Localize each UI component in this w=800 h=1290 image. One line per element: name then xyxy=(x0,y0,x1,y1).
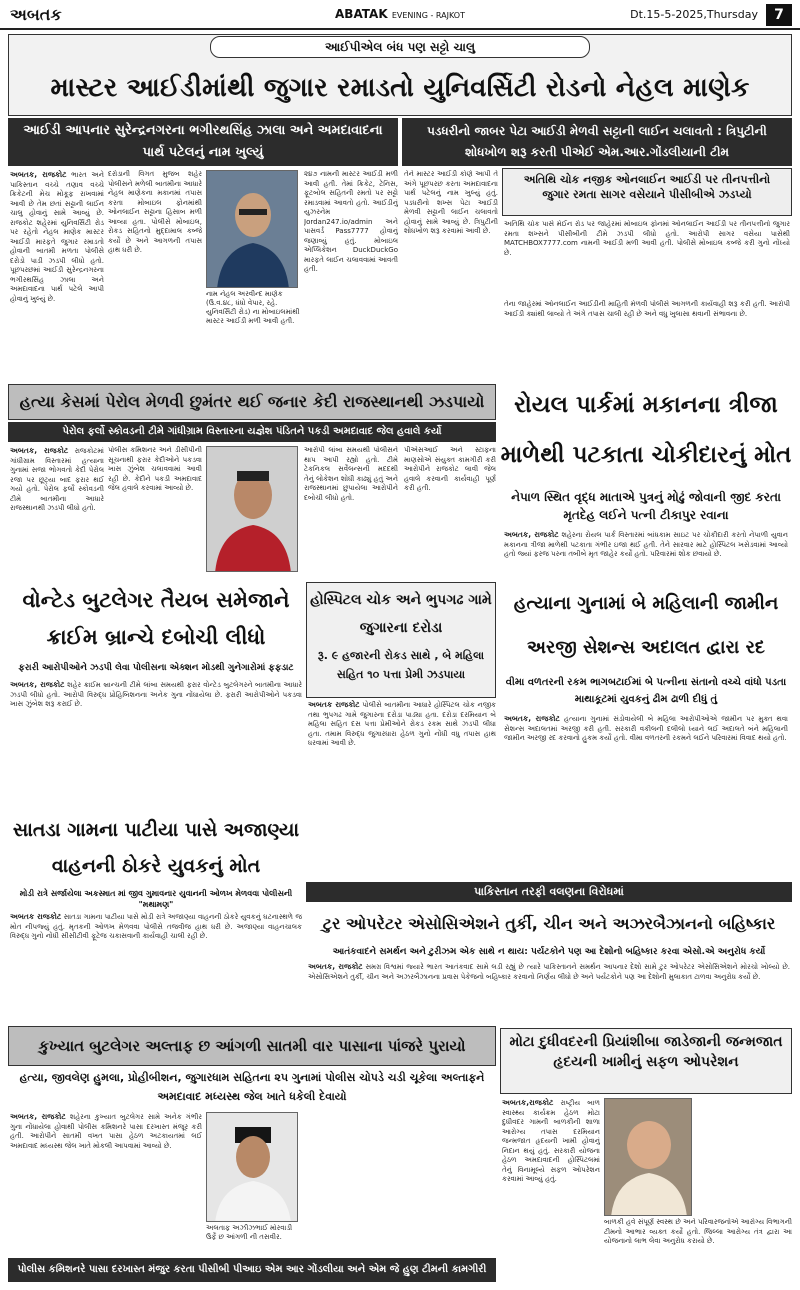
page-number: 7 xyxy=(766,4,792,26)
story2-body: અતિથિ ચોક પાસે મેઈન રોડ પર જાહેરમાં મોબાઇલ ફોનમાં ઓનલાઈન આઈડી પર તીનપત્તીનો જુગાર રમતા શખ્સને પીસીબીની ટીમે ઝડપી લીધો હતો. આરોપી સાગર વસેયા પાસેથી MATCHBOX7777.com નામની આઈડી મળી આવી હતી. પોલીસે મોબાઇલ કબ્જે કરી ગુનો નોંધ્યો છે. xyxy=(504,220,790,257)
person-photo-icon xyxy=(207,1113,298,1222)
story11-body-2: બાળકી હવે સંપૂર્ણ સ્વસ્થ છે અને પરિવારજનોએ આરોગ્ય વિભાગની ટીમનો આભાર વ્યક્ત કર્યો હતો. જિલ્લા આરોગ્ય તંત્ર દ્વારા આ યોજનાનો લાભ લેવા અનુરોધ કરાયો છે. xyxy=(604,1218,792,1245)
story3-byline: અબતક, રાજકોટ xyxy=(10,446,69,455)
story8-body-text: સાતડા ગામના પાટીયા પાસે મોડી રાત્રે અજાણ્યા વાહનની ઠોકરે યુવકનું ઘટનાસ્થળે જ મોત નીપજ્યું હતું. મૃતકની ઓળખ મેળવવા પોલીસે તજવીજ હાથ ધરી છે. અજાણ્યા વાહનચાલક વિરુદ્ધ ગુનો નોંધી સીસીટીવી ફૂટેજ ચકાસવાની કાર્યવાહી ચાલી રહી છે. xyxy=(10,913,302,940)
issue-date: Dt.15-5-2025,Thursday xyxy=(630,8,758,21)
masthead xyxy=(0,0,800,30)
story2-headline: અતિથિ ચોક નજીક ઓનલાઈન આઈડી પર તીનપત્તીનો જુગાર રમતા સાગર વસેયાને પીસીબીએ ઝડપ્યો xyxy=(502,168,792,216)
masthead-name: ABATAK xyxy=(335,7,388,21)
story3-prisoner-photo xyxy=(206,446,298,572)
story7-headline: હત્યાના ગુનામાં બે મહિલાની જામીન અરજી સેશન્સ અદાલત દ્વારા રદ xyxy=(513,593,779,658)
story11-column-1 xyxy=(502,1098,600,1282)
story3-body-1: રાજકોટમાં ગાંધીગ્રામ વિસ્તારમાં હત્યાના ગુનામાં સજા ભોગવતો કેદી પેરોલ રજા પર છૂટ્યા બાદ ફરાર થઈ ગયો હતો. પેરોલ ફર્લો સ્કોવડની ટીમે બાતમીના આધારે રાજસ્થાનથી ઝડપી લીધો હતો. xyxy=(10,447,104,512)
story9-kicker: પાકિસ્તાન તરફી વલણના વિરોધમાં xyxy=(306,882,792,902)
story9-headline: ટુર ઓપરેટર એસોસિએશને તુર્કી, ચીન અને અઝરબૈઝાનનો બહિષ્કાર xyxy=(322,914,776,933)
story10-photo-caption: અલતાફ અઝીઝભાઈ મોરવાડી ઉર્ફે છ આંગળી ની તસવીર. xyxy=(206,1224,293,1241)
story7-subhead: વીમા વળતરની રકમ ભાગબટાઈમાં બે પત્નીના સંતાનો વચ્ચે વાંધો પડતા માથાકૂટમાં યુવકનું ઢીમ ઢાળી દીધું તું xyxy=(505,677,787,705)
story3-subhead: પેરોલ ફર્લો સ્કોવડની ટીમે ગાંધીગ્રામ વિસ્તારના યજ્ઞેશ પંડિતને પકડી અમદાવાદ જેલ હવાલે કર્યો xyxy=(8,422,496,442)
story1-accused-photo xyxy=(206,170,298,288)
story1-column-4: તેને માસ્ટર આઈડી કોણે આપી તે અંગે પૂછપરછ કરતા અમદાવાદના પાર્થ પટેલનું નામ ખુલ્યું હતું. પડધરીનો શખ્સ પેટા આઈડી મેળવી સટ્ટાની લાઈન ચલાવતો હોવાનું સામે આવ્યું છે. ત્રિપુટીની શોધખોળ શરૂ કરવામાં આવી છે. xyxy=(404,170,498,235)
person-photo-icon xyxy=(207,447,298,572)
story11-headline: મોટા દુધીવદરની પ્રિયાંશીબા જાડેજાની જન્મજાત હૃદયની ખામીનું સફળ ઓપરેશન xyxy=(500,1028,792,1094)
story10-subhead: હત્યા, જીવલેણ હુમલા, પ્રોહીબીશન, જુગારધામ સહિતના ૨૫ ગુનામાં પોલીસ ચોપડે ચડી ચૂકેલા અલ્તાફને અમદાવાદ મધ્યસ્થ જેલ ખાતે ધકેલી દેવાયો xyxy=(19,1071,485,1103)
story2-body-2: તેના જાહેરમાં ઓનલાઈન આઈડીની માહિતી મેળવી પોલીસે આગળની કાર્યવાહી શરૂ કરી હતી. આરોપી આઈડી ક્યાંથી લાવ્યો તે અંગે તપાસ ચાલી રહી છે અને વધુ ખુલાસા થવાની સંભાવના છે. xyxy=(504,300,790,318)
story10-byline: અબતક, રાજકોટ xyxy=(10,1112,66,1121)
story1-column-3: ૨૪૭ નામની માસ્ટર આઈડી મળી આવી હતી. તેમાં ક્રિકેટ, ટેનિસ, ફૂટબોલ સહિતની રમતો પર સટ્ટો રમાડવામાં આવતો હતો. આઈડીનું યુઝરનેમ Jordan247.io/admin અને પાસવર્ડ Pass7777 હોવાનું જણાવ્યું હતું. મોબાઇલ એપ્લિકેશન DuckDuckGo મારફતે લાઈન ચલાવવામાં આવતી હતી. xyxy=(304,170,398,273)
story1-headline: માસ્ટર આઈડીમાંથી જુગાર રમાડતો યુનિવર્સિટી રોડનો નેહલ માણેક xyxy=(50,73,750,103)
story10-headline: કુખ્યાત બુટલેગર અલ્તાફ છ આંગળી સાતમી વાર પાસાના પાંજરે પુરાયો xyxy=(8,1026,496,1066)
story10-accused-photo xyxy=(206,1112,298,1222)
story8-subhead: મોડી રાત્રે સર્જાયેલા અકસ્માત માં જીવ ગુમાવનાર યુવાનની ઓળખ મેળવવા પોલીસની "મથામણ" xyxy=(19,889,293,909)
story7-body-text: હત્યાના ગુનામાં સંડોવાયેલી બે મહિલા આરોપીઓએ જામીન પર મુક્ત થવા સેશન્સ અદાલતમાં અરજી કરી હતી. સરકારી વકીલની દલીલો ધ્યાને લઈ અદાલતે બંને મહિલાની જામીન અરજી રદ કરવાનો હુકમ કર્યો હતો. વીમા વળતરની રકમને લઈને પરિવારમાં વિવાદ થયો હતો. xyxy=(504,715,788,742)
story5-headline: વોન્ટેડ બુટલેગર તૈયબ સમેજાને ક્રાઈમ બ્રાન્ચે દબોચી લીધો xyxy=(22,588,290,649)
story7-body xyxy=(504,714,788,878)
story8-byline: અબતક રાજકોટ xyxy=(10,912,62,921)
story3-column-4: પીએસઆઈ અને સ્ટાફના માણસોએ સંયુક્ત કામગીરી કરી આરોપીને રાજકોટ લાવી જેલ હવાલે કરવાની કાર્યવાહી પૂર્ણ કરી હતી. xyxy=(404,446,496,492)
story9-body-text: સમગ્ર વિશ્વમાં જ્યારે ભારત આતંકવાદ સામે લડી રહ્યું છે ત્યારે પાકિસ્તાનને સમર્થન આપનાર દેશો સામે ટુર ઓપરેટર એસોસિએશને મોરચો ખોલ્યો છે. એસોસિએશને તુર્કી, ચીન અને અઝરબૈઝાનના પ્રવાસ પેકેજનો બહિષ્કાર કરવાનો નિર્ણય લીધો છે અને પર્યટકોને પણ આ દેશોની મુલાકાત ટાળવા અનુરોધ કર્યો છે. xyxy=(308,963,790,981)
story6-byline: અબતક રાજકોટ xyxy=(308,700,360,709)
story7-byline: અબતક, રાજકોટ xyxy=(504,714,560,723)
story3-column-1 xyxy=(10,446,104,578)
story3-column-3: આરોપી લાંબા સમયથી પોલીસને થાપ આપી રહ્યો હતો. ટીમે ટેકનિકલ સર્વેલન્સની મદદથી તેનું લોકેશન શોધી કાઢ્યું હતું અને રાજસ્થાનમાં છુપાયેલા આરોપીને દબોચી લીધો હતો. xyxy=(304,446,398,502)
story1-kicker: આઈપીએલ બંધ પણ સટ્ટો ચાલુ xyxy=(210,36,590,58)
story1-photo-caption: નામ નેહલ અરવીન્દ માણેક (ઉ.વ.૪૮, ધંધો વેપાર, રહે. યુનિવર્સિટી રોડ) ના મોબાઇલમાંથી માસ્ટર આઈડી મળી આવી હતી. xyxy=(206,290,300,325)
story5-byline: અબતક, રાજકોટ xyxy=(10,680,65,689)
person-photo-icon xyxy=(207,171,298,288)
story1-byline: અબતક, રાજકોટ xyxy=(10,170,67,179)
story11-byline: અબતક,રાજકોટ xyxy=(502,1098,554,1107)
story1-column-2: દરોડાની વિગત મુજબ શહેર પોલીસને મળેલી બાતમીના આધારે નેહલ માણેકના મકાનમાં તપાસ કરતા મોબાઇલ ફોનમાંથી ઓનલાઈન સટ્ટાના હિસાબ મળી આવ્યા હતા. પોલીસે મોબાઇલ, રોકડ સહિતનો મુદ્દામાલ કબ્જે કર્યો છે અને આગળની તપાસ હાથ ધરી છે. xyxy=(108,170,202,254)
story1-subhead-left: આઈડી આપનાર સુરેન્દ્રનગરના ભગીરથસિંહ ઝાલા અને અમદાવાદના પાર્થ પટેલનું નામ ખુલ્યું xyxy=(8,118,398,166)
story10-body xyxy=(10,1112,202,1254)
story6-body xyxy=(308,700,496,878)
child-photo-icon xyxy=(605,1099,692,1216)
story8-headline: સાતડા ગામના પાટીયા પાસે અજાણ્યા વાહનની ઠોકરે યુવકનું મોત xyxy=(12,819,300,877)
story6-headline: હોસ્પિટલ ચોક અને ભુપગઢ ગામે જુગારના દરોડા xyxy=(310,592,492,636)
story9-body xyxy=(308,962,790,1022)
newspaper-logo: અબતક xyxy=(10,5,62,24)
story1-body-1: ભારત અને પાકિસ્તાન વચ્ચે તણાવ વચ્ચે ક્રિકેટની મેચ મોકૂફ રાખવામાં આવી છે તેમ છતાં સટ્ટાની લાઈન ચાલુ હોવાનું સામે આવ્યું છે. રાજકોટ શહેરમાં યુનિવર્સિટી રોડ પર રહેતો નેહલ માણેક માસ્ટર આઈડી મારફતે જુગાર રમાડતો હોવાની બાતમી મળતા પોલીસે દરોડો પાડી ઝડપી લીધો હતો. પૂછપરછમાં આઈડી સુરેન્દ્રનગરના ભગીરથસિંહ ઝાલા અને અમદાવાદના પાર્થ પટેલે આપી હોવાનું ખુલ્યું છે. xyxy=(10,171,104,303)
story4-subhead: નેપાળ સ્થિત વૃદ્ધ માતાએ પુત્રનું મોઢું જોવાની જીદ કરતા મૃતદેહ લઈને પત્ની ટીકાપુર રવાના xyxy=(511,490,781,522)
story4-headline: રોયલ પાર્કમાં મકાનના ત્રીજા માળેથી પટકાતા ચોકીદારનું મોત xyxy=(500,392,792,468)
story10-footer-strip: પોલીસ કમિશનરે પાસા દરખાસ્ત મંજુર કરતા પીસીબી પીઆઇ એમ આર ગોંડલીયા અને એમ જે હુણ ટીમની કામગીરી xyxy=(8,1258,496,1282)
story5-subhead: ફરારી આરોપીઓને ઝડપી લેવા પોલીસના એક્શન મોડથી ગુનેગારોમાં ફફડાટ xyxy=(18,663,294,673)
story4-byline: અબતક, રાજકોટ xyxy=(504,530,559,539)
story4-body-text: શહેરના રોયલ પાર્ક વિસ્તારમાં બાંધકામ સાઇટ પર ચોકીદારી કરતો નેપાળી યુવાન મકાનના ત્રીજા માળેથી પટકાતા ગંભીર ઇજા થઈ હતી. તેને સારવાર માટે હોસ્પિટલ ખસેડવામાં આવ્યો હતો જ્યાં ફરજ પરના તબીબે મૃત જાહેર કર્યો હતો. પરિવારમાં શોક છવાયો છે. xyxy=(504,531,788,558)
story11-body-text: રાષ્ટ્રીય બાળ સ્વાસ્થ્ય કાર્યક્રમ હેઠળ મોટા દુધીવદર ગામની બાળકીની શાળા આરોગ્ય તપાસ દરમિયાન જન્મજાત હૃદયની ખામી હોવાનું નિદાન થયું હતું. સરકારી યોજના હેઠળ અમદાવાદની હોસ્પિટલમાં તેનું વિનામૂલ્યે સફળ ઓપરેશન કરવામાં આવ્યું હતું. xyxy=(502,1099,600,1183)
story9-subhead: આતંકવાદને સમર્થન અને ટુરીઝમ એક સાથે ન થાય: પર્યટકોને પણ આ દેશોનો બહિષ્કાર કરવા એસો.એ અનુરોધ કર્યો xyxy=(332,947,766,957)
story5-body xyxy=(10,680,302,808)
masthead-edition: EVENING - RAJKOT xyxy=(391,11,465,20)
story5-body-text: શહેર ક્રાઈમ બ્રાન્ચની ટીમે લાંબા સમયથી ફરાર વોન્ટેડ બુટલેગરને બાતમીના આધારે ઝડપી લીધો હતો. આરોપી વિરુદ્ધ પ્રોહિબિશનના અનેક ગુના નોંધાયેલા છે. ફરારી આરોપીઓને પકડવા ખાસ ઝુંબેશ શરૂ કરાઈ છે. xyxy=(10,681,302,708)
story1-column-1 xyxy=(10,170,104,380)
story6-subhead: રૂ. ૯ હજારની રોકડ સાથે , બે મહિલા સહિત ૧૦ પત્તા પ્રેમી ઝડપાયા xyxy=(317,649,485,681)
story9-byline: અબતક, રાજકોટ xyxy=(308,962,363,971)
story8-body xyxy=(10,912,302,1022)
story10-body-text: શહેરના કુખ્યાત બુટલેગર સામે અનેક ગંભીર ગુના નોંધાયેલા હોવાથી પોલીસ કમિશનરે પાસા દરખાસ્ત મંજૂર કરી હતી. આરોપીને સાતમી વખત પાસા હેઠળ અટકાયતમાં લઈ અમદાવાદ મધ્યસ્થ જેલ ખાતે મોકલી આપવામાં આવ્યો છે. xyxy=(10,1113,202,1150)
story1-subhead-right: પડધરીનો જાબર પેટા આઈડી મેળવી સટ્ટાની લાઈન ચલાવતો : ત્રિપુટીની શોધખોળ શરૂ કરતી પીએઈ એમ.આર.ગોંડલીયાની ટીમ xyxy=(402,118,792,166)
story11-child-photo xyxy=(604,1098,692,1216)
story4-body xyxy=(504,530,788,578)
story3-headline: હત્યા કેસમાં પેરોલ મેળવી છુમંતર થઈ જનાર કેદી રાજસ્થાનથી ઝડપાયો xyxy=(8,384,496,420)
story3-column-2: પોલીસ કમિશનર અને ડીસીપીની સૂચનાથી ફરાર કેદીઓને પકડવા ખાસ ઝુંબેશ ચલાવવામાં આવી રહી છે. કેદીને પકડી અમદાવાદ જેલ હવાલે કરવામાં આવ્યો છે. xyxy=(108,446,202,492)
story6-body-text: પોલીસે બાતમીના આધારે હોસ્પિટલ ચોક નજીક તથા ભુપગઢ ગામે જુગારના દરોડા પાડ્યા હતા. દરોડા દરમિયાન બે મહિલા સહિત દસ પત્તા પ્રેમીઓને રોકડ રકમ સાથે ઝડપી લીધા હતા. તમામ વિરુદ્ધ જુગારધારા હેઠળ ગુનો નોંધી વધુ તપાસ હાથ ધરવામાં આવી છે. xyxy=(308,701,496,747)
